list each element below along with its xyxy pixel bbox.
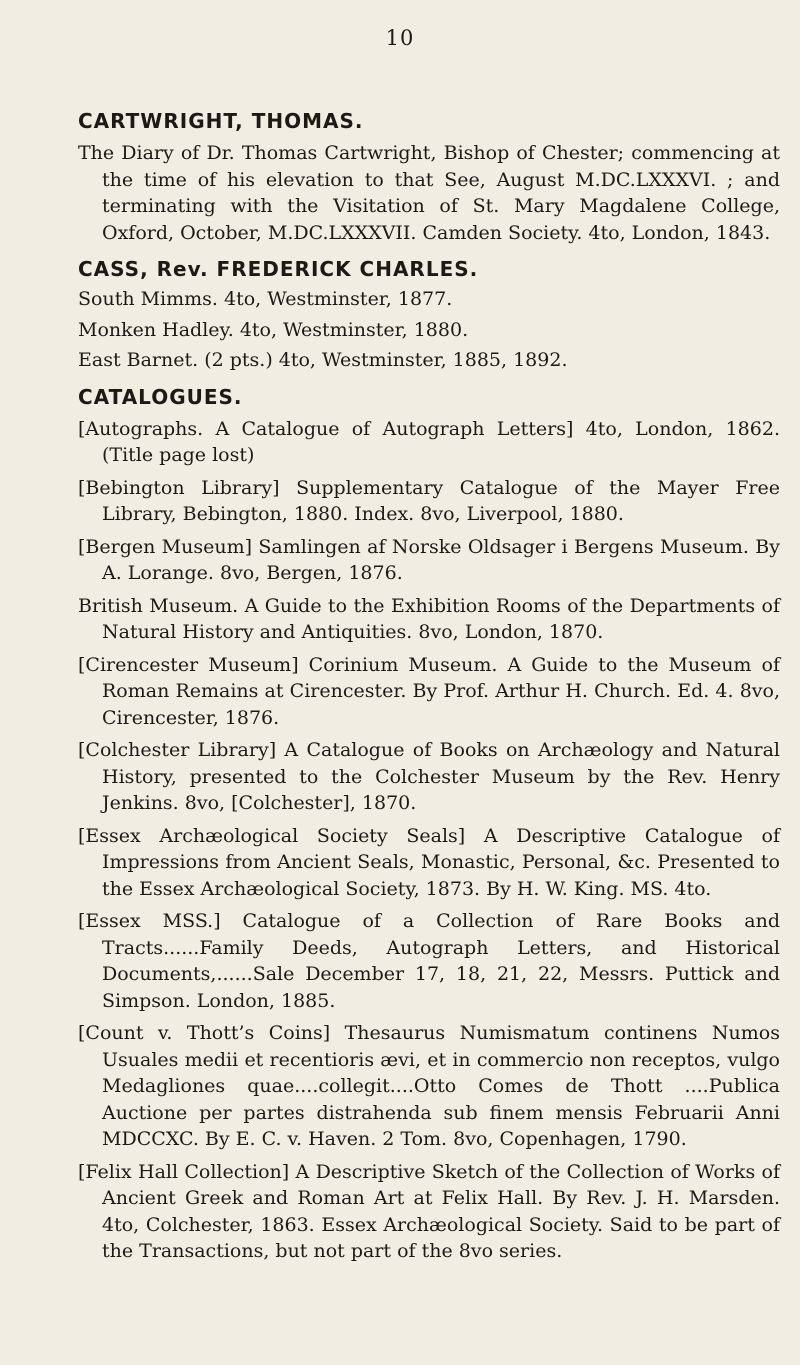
entry: British Museum. A Guide to the Exhibition Rooms of the Departments of Natural History and Antiquities. 8vo, London, 1870. [78,594,780,643]
section-cass [78,256,780,374]
section-heading: CASS, Rev. FREDERICK CHARLES. [78,257,479,281]
entry: The Diary of Dr. Thomas Cartwright, Bishop of Chester; commencing at the time of his elevation to that See, August M.DC.LXXXVI. ; and terminating with the Visitation of St. Mary Magdalene College, Oxford, October, M.DC.LXXXVII. Camden Society. 4to, London, 1843. [78,142,780,244]
section-heading: CARTWRIGHT, THOMAS. [78,109,364,133]
entry: [Cirencester Museum] Corinium Museum. A Guide to the Museum of Roman Remains at Cirencester. By Prof. Arthur H. Church. Ed. 4. 8vo, Cirencester, 1876. [78,653,780,729]
section-heading: CATALOGUES. [78,384,243,409]
entry: [Count v. Thott’s Coins] Thesaurus Numismatum continens Numos Usuales medii et recentioris ævi, et in commercio non receptos, vulgo Medagliones quae....collegit....Otto Comes de Thott ....Publica Auctione per partes distrahenda sub finem mensis Februarii Anni MDCCXC. By E. C. v. Haven. 2 Tom. 8vo, Copenhagen, 1790. [78,1022,780,1150]
page-number: 10 [385,26,415,50]
entry: [Bergen Museum] Samlingen af Norske Oldsager i Bergens Museum. By A. Lorange. 8vo, Bergen, 1876. [78,535,780,584]
entry: South Mimms. 4to, Westminster, 1877. [78,288,453,310]
catalogue-content [78,108,780,1275]
entry: Monken Hadley. 4to, Westminster, 1880. [78,318,469,341]
entry: [Autographs. A Catalogue of Autograph Letters] 4to, London, 1862. (Title page lost) [78,417,780,466]
entry: [Bebington Library] Supplementary Catalogue of the Mayer Free Library, Bebington, 1880. Index. 8vo, Liverpool, 1880. [78,476,780,525]
entry: [Essex Archæological Society Seals] A Descriptive Catalogue of Impressions from Ancient Seals, Monastic, Personal, &c. Presented to the Essex Archæological Society, 1873. By H. W. King. MS. 4to. [78,824,780,900]
entry: [Felix Hall Collection] A Descriptive Sketch of the Collection of Works of Ancient Greek and Roman Art at Felix Hall. By Rev. J. H. Marsden. 4to, Colchester, 1863. Essex Archæological Society. Said to be part of the Transactions, but not part of the 8vo series. [78,1160,780,1262]
entry: [Colchester Library] A Catalogue of Books on Archæology and Natural History, presented to the Colchester Museum by the Rev. Henry Jenkins. 8vo, [Colchester], 1870. [78,739,780,814]
section-catalogues [78,384,780,1265]
entry: [Essex MSS.] Catalogue of a Collection of Rare Books and Tracts......Family Deeds, Autograph Letters, and Historical Documents,......Sale December 17, 18, 21, 22, Messrs. Puttick and Simpson. London, 1885. [78,910,780,1012]
entry: East Barnet. (2 pts.) 4to, Westminster, 1885, 1892. [78,349,568,371]
section-cartwright [78,108,780,246]
